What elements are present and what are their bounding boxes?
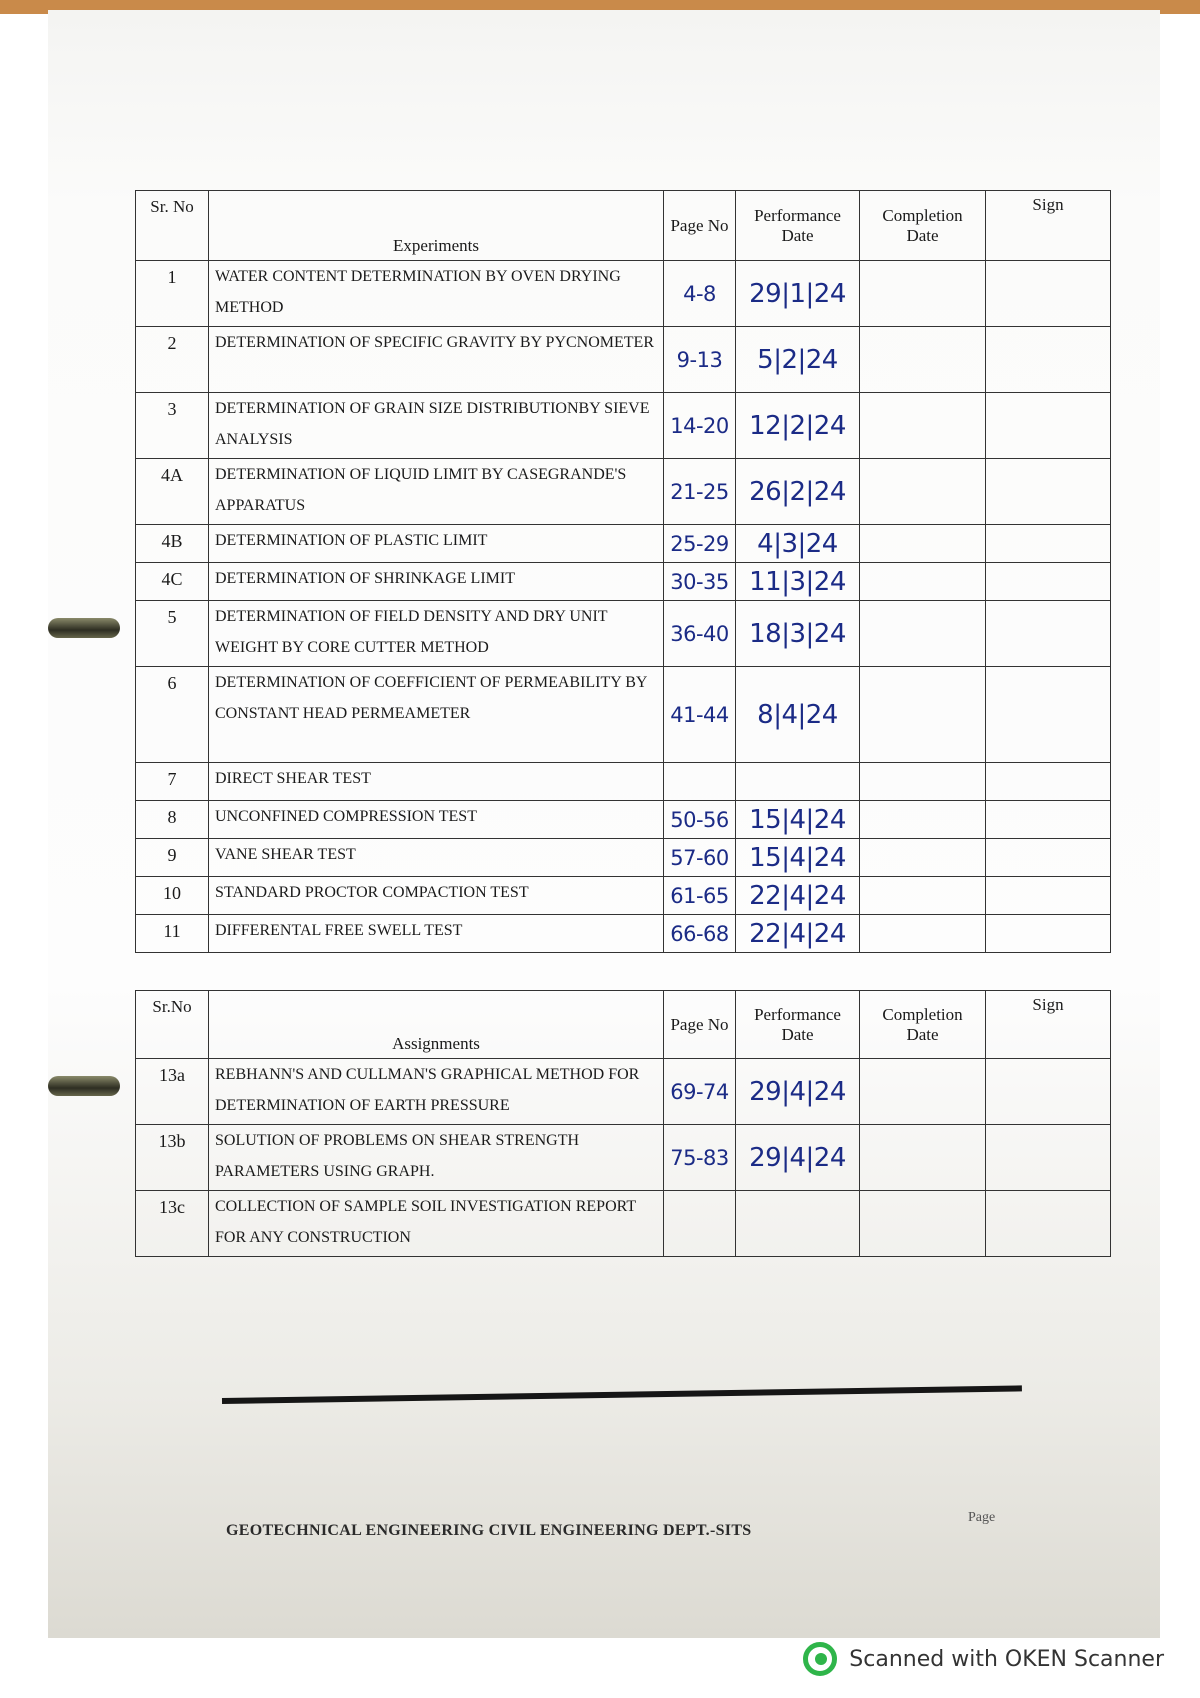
page-no-cell: 36-40 [664,601,736,667]
experiment-name-cell: STANDARD PROCTOR COMPACTION TEST [209,877,664,915]
performance-date-cell: 15|4|24 [736,801,860,839]
watermark-text: Scanned with OKEN Scanner [849,1646,1164,1672]
page-no-cell: 66-68 [664,915,736,953]
experiment-row [136,801,1111,839]
sr-no-cell: 7 [136,763,209,801]
experiments-header-row [136,191,1111,261]
experiment-name-cell: DETERMINATION OF FIELD DENSITY AND DRY UNIT WEIGHT BY CORE CUTTER METHOD [209,601,664,667]
completion-date-cell [860,915,986,953]
sr-no-cell: 1 [136,261,209,327]
performance-date-cell: 18|3|24 [736,601,860,667]
performance-date-cell: 26|2|24 [736,459,860,525]
completion-date-cell [860,877,986,915]
completion-date-cell [860,839,986,877]
performance-date-cell [736,1191,860,1257]
page-no-cell: 61-65 [664,877,736,915]
binder-ring [48,618,120,638]
sr-no-cell: 13b [136,1125,209,1191]
assignments-header-row [136,991,1111,1059]
experiment-name-cell: DIFFERENTAL FREE SWELL TEST [209,915,664,953]
assignments-table [135,990,1111,1257]
completion-date-cell [860,261,986,327]
sr-no-cell: 2 [136,327,209,393]
completion-date-cell [860,525,986,563]
completion-date-cell [860,1191,986,1257]
sign-cell [986,327,1111,393]
sr-no-cell: 8 [136,801,209,839]
sign-cell [986,1125,1111,1191]
page-no-header: Page No [664,191,736,261]
experiment-row [136,763,1111,801]
sign-cell [986,801,1111,839]
experiment-row [136,915,1111,953]
sign-cell [986,601,1111,667]
experiment-row [136,261,1111,327]
completion-date-cell [860,667,986,763]
page-no-cell: 30-35 [664,563,736,601]
page-no-cell [664,763,736,801]
experiment-row [136,563,1111,601]
sign-cell [986,667,1111,763]
completion-date-cell [860,1125,986,1191]
sr-no-cell: 4C [136,563,209,601]
sign-header: Sign [986,191,1111,261]
sign-cell [986,525,1111,563]
page-no-cell: 50-56 [664,801,736,839]
performance-date-cell: 29|4|24 [736,1059,860,1125]
sr-no-cell: 13c [136,1191,209,1257]
performance-date-cell: 12|2|24 [736,393,860,459]
sign-cell [986,393,1111,459]
experiment-row [136,393,1111,459]
performance-date-header: Performance Date [736,191,860,261]
sr-no-cell: 4B [136,525,209,563]
experiment-row [136,459,1111,525]
sign-cell [986,839,1111,877]
experiment-name-cell: DETERMINATION OF LIQUID LIMIT BY CASEGRANDE'S APPARATUS [209,459,664,525]
experiment-row [136,667,1111,763]
page-no-cell: 75-83 [664,1125,736,1191]
experiment-name-cell: UNCONFINED COMPRESSION TEST [209,801,664,839]
experiment-name-cell: WATER CONTENT DETERMINATION BY OVEN DRYING METHOD [209,261,664,327]
sr-no-cell: 9 [136,839,209,877]
page-no-cell: 21-25 [664,459,736,525]
sign-cell [986,459,1111,525]
page-no-cell: 9-13 [664,327,736,393]
sign-cell [986,563,1111,601]
oken-scanner-icon [803,1642,837,1676]
binder-ring [48,1076,120,1096]
performance-date-cell: 11|3|24 [736,563,860,601]
page-no-cell: 25-29 [664,525,736,563]
page-no-cell: 4-8 [664,261,736,327]
sign-header: Sign [986,991,1111,1059]
page-no-cell: 41-44 [664,667,736,763]
completion-date-cell [860,763,986,801]
performance-date-cell: 29|1|24 [736,261,860,327]
performance-date-cell: 5|2|24 [736,327,860,393]
completion-date-cell [860,601,986,667]
experiment-name-cell: DETERMINATION OF GRAIN SIZE DISTRIBUTIONBY SIEVE ANALYSIS [209,393,664,459]
performance-date-cell: 15|4|24 [736,839,860,877]
completion-date-header: Completion Date [860,191,986,261]
performance-date-cell: 29|4|24 [736,1125,860,1191]
scanner-watermark [803,1642,1164,1676]
sign-cell [986,1191,1111,1257]
performance-date-cell [736,763,860,801]
performance-date-cell: 4|3|24 [736,525,860,563]
page-no-cell: 57-60 [664,839,736,877]
footer-department: GEOTECHNICAL ENGINEERING CIVIL ENGINEERING DEPT.-SITS [226,1522,752,1539]
sr-no-cell: 5 [136,601,209,667]
sign-cell [986,261,1111,327]
experiment-name-cell: DETERMINATION OF COEFFICIENT OF PERMEABILITY BY CONSTANT HEAD PERMEAMETER [209,667,664,763]
sr-no-cell: 13a [136,1059,209,1125]
completion-date-header: Completion Date [860,991,986,1059]
experiment-name-cell: VANE SHEAR TEST [209,839,664,877]
performance-date-header: Performance Date [736,991,860,1059]
page-no-cell [664,1191,736,1257]
experiment-name-cell: DETERMINATION OF PLASTIC LIMIT [209,525,664,563]
experiment-row [136,877,1111,915]
sr-no-cell: 10 [136,877,209,915]
sr-no-header: Sr. No [136,191,209,261]
sr-no-cell: 3 [136,393,209,459]
sign-cell [986,877,1111,915]
sr-no-cell: 11 [136,915,209,953]
experiment-name-cell: DETERMINATION OF SHRINKAGE LIMIT [209,563,664,601]
completion-date-cell [860,393,986,459]
sign-cell [986,763,1111,801]
sign-cell [986,1059,1111,1125]
completion-date-cell [860,459,986,525]
experiment-name-cell: DIRECT SHEAR TEST [209,763,664,801]
experiment-row [136,601,1111,667]
page-no-cell: 69-74 [664,1059,736,1125]
assignments-header: Assignments [209,991,664,1059]
experiment-row [136,839,1111,877]
sr-no-header: Sr.No [136,991,209,1059]
completion-date-cell [860,1059,986,1125]
performance-date-cell: 8|4|24 [736,667,860,763]
sr-no-cell: 6 [136,667,209,763]
assignment-row [136,1191,1111,1257]
assignment-name-cell: SOLUTION OF PROBLEMS ON SHEAR STRENGTH PARAMETERS USING GRAPH. [209,1125,664,1191]
sign-cell [986,915,1111,953]
assignment-row [136,1059,1111,1125]
assignment-name-cell: REBHANN'S AND CULLMAN'S GRAPHICAL METHOD FOR DETERMINATION OF EARTH PRESSURE [209,1059,664,1125]
experiment-row [136,525,1111,563]
completion-date-cell [860,327,986,393]
performance-date-cell: 22|4|24 [736,877,860,915]
assignment-name-cell: COLLECTION OF SAMPLE SOIL INVESTIGATION REPORT FOR ANY CONSTRUCTION [209,1191,664,1257]
assignment-row [136,1125,1111,1191]
page-no-cell: 14-20 [664,393,736,459]
experiments-table [135,190,1111,953]
completion-date-cell [860,563,986,601]
completion-date-cell [860,801,986,839]
performance-date-cell: 22|4|24 [736,915,860,953]
experiments-header: Experiments [209,191,664,261]
sr-no-cell: 4A [136,459,209,525]
experiment-row [136,327,1111,393]
page-no-header: Page No [664,991,736,1059]
experiment-name-cell: DETERMINATION OF SPECIFIC GRAVITY BY PYCNOMETER [209,327,664,393]
footer-page-label: Page [968,1510,996,1525]
